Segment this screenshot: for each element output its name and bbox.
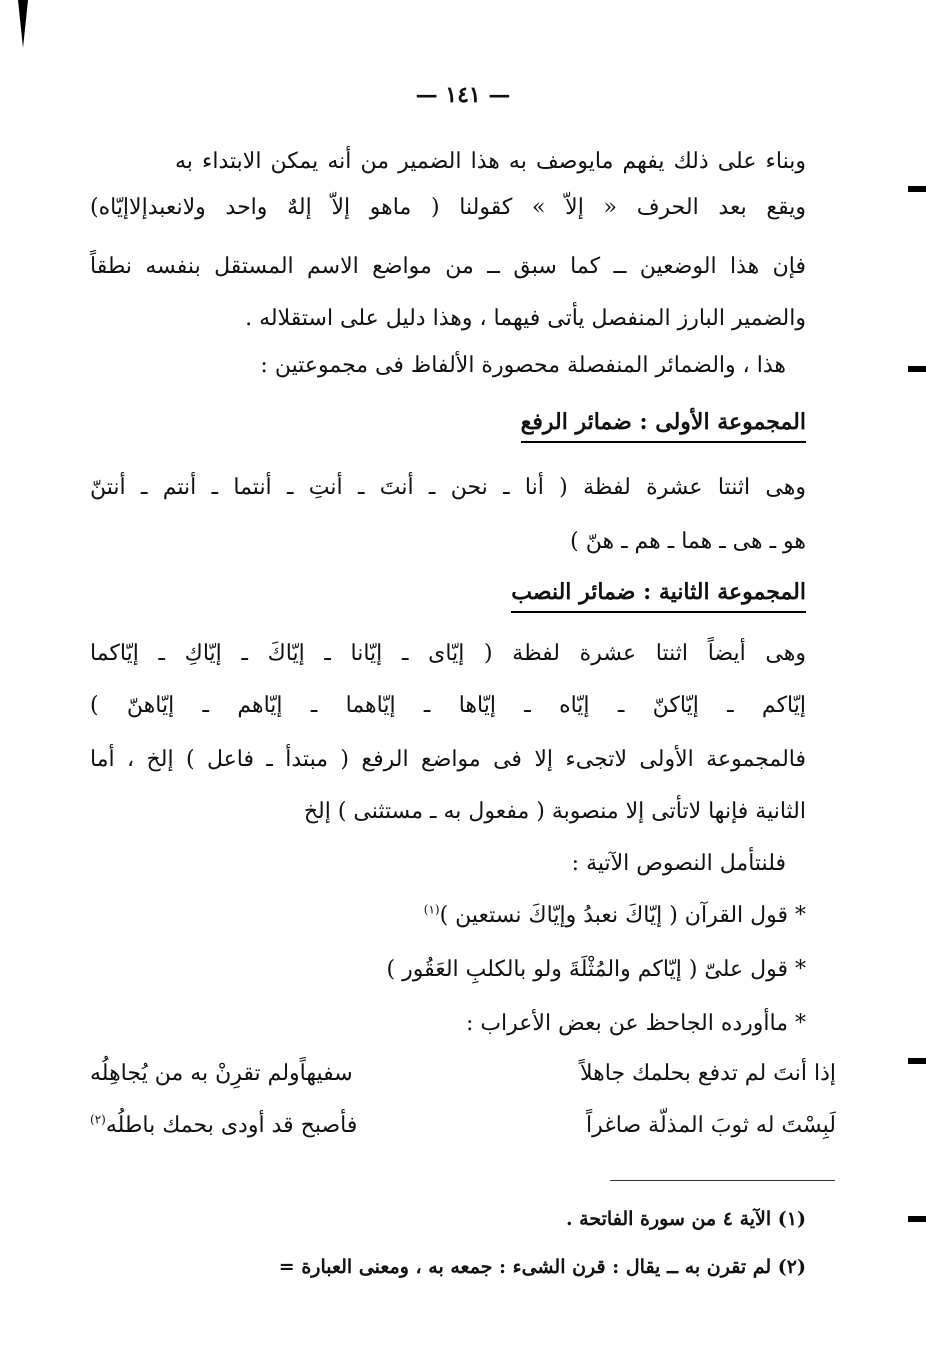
verse-hemistich-left [90, 1112, 357, 1141]
verse-hemistich-left-text: فأصبح قد أودى بحمك باطلُه [105, 1113, 358, 1138]
body-line: والضمير البارز المنفصل يأتى فيهما ، وهذا دليل على استقلاله . [245, 306, 806, 331]
quote-line: * قول علىّ ( إيّاكم والمُثْلَةَ ولو بالكلبِ العَقُور ) [386, 957, 806, 982]
body-line: الثانية فإنها لاتأتى إلا منصوبة ( مفعول به ـ مستثنى ) إلخ [303, 799, 806, 824]
footnote: (١) الآية ٤ من سورة الفاتحة . [565, 1208, 806, 1230]
margin-mark [908, 186, 926, 192]
footnote-separator [610, 1180, 835, 1181]
section-heading-text: المجموعة الثانية : ضمائر النصب [511, 578, 806, 613]
body-line: إيّاكم ـ إيّاكنّ ـ إيّاه ـ إيّاها ـ إيّاهما ـ إيّاهم ـ إيّاهنّ ) [90, 693, 806, 718]
footnote-ref: (١) [423, 902, 440, 917]
body-line: وهى اثنتا عشرة لفظة ( أنا ـ نحن ـ أنتَ ـ أنتِ ـ أنتما ـ أنتم ـ أنتنّ [90, 475, 806, 500]
body-line: هذا ، والضمائر المنفصلة محصورة الألفاظ فى مجموعتين : [260, 353, 786, 378]
body-line: وهى أيضاً اثنتا عشرة لفظة ( إيّاى ـ إيّانا ـ إيّاكَ ـ إيّاكِ ـ إيّاكما [90, 641, 806, 666]
section-heading-text: المجموعة الأولى : ضمائر الرفع [521, 408, 806, 443]
footnote-ref: (٢) [90, 1112, 106, 1127]
body-line: فإن هذا الوضعين ــ كما سبق ــ من مواضع الاسم المستقل بنفسه نطقاً [90, 254, 806, 279]
body-line: هو ـ هى ـ هما ـ هم ـ هنّ ) [570, 529, 806, 554]
body-line: وبناء على ذلك يفهم مايوصف به هذا الضمير من أنه يمكن الابتداء به [175, 149, 806, 174]
page-number: — ١٤١ — [415, 82, 511, 108]
body-line: فالمجموعة الأولى لاتجىء إلا فى مواضع الرفع ( مبتدأ ـ فاعل ) إلخ ، أما [90, 747, 806, 772]
quote-line [90, 902, 806, 931]
body-line: ويقع بعد الحرف « إلاّ » كقولنا ( ماهو إلاّ إلهٌ واحد ولانعبدإلاإيّاه) [90, 195, 806, 220]
section-heading [90, 578, 806, 613]
quote-text: * قول القرآن ( إيّاكَ نعبدُ وإيّاكَ نستعين ) [439, 903, 806, 928]
margin-mark [908, 1058, 926, 1064]
scan-corner-mark [18, 0, 28, 48]
margin-mark [908, 366, 926, 372]
quote-line: * ماأورده الجاحظ عن بعض الأعراب : [465, 1011, 806, 1036]
footnote: (٢) لم تقرن به ــ يقال : قرن الشىء : جمعه به ، ومعنى العبارة = [278, 1256, 806, 1278]
margin-mark [908, 1216, 926, 1222]
body-line: فلنتأمل النصوص الآتية : [571, 851, 786, 876]
verse-hemistich-left: سفيهاًولم تقرِنْ به من يُجاهِلُه [90, 1061, 353, 1086]
verse-hemistich-right: إذا أنتَ لم تدفع بحلمك جاهلاً [580, 1061, 836, 1086]
section-heading [90, 408, 806, 443]
verse-hemistich-right: لَبِسْتَ له ثوبَ المذلّة صاغراً [586, 1113, 836, 1138]
